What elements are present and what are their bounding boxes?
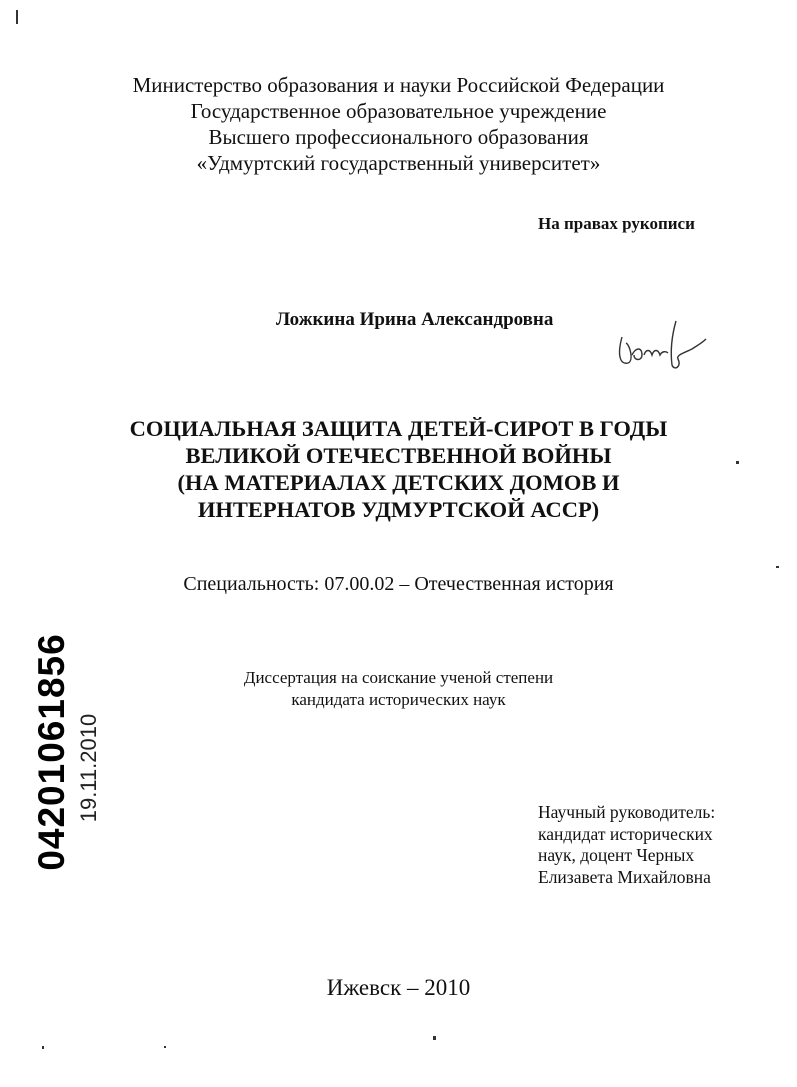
scan-speck (433, 1036, 436, 1040)
header-line: Высшего профессионального образования (208, 125, 589, 149)
header-line: «Удмуртский государственный университет» (196, 151, 601, 175)
scan-speck (16, 10, 18, 24)
header-line: Государственное образовательное учреждение (190, 99, 607, 123)
specialty: Специальность: 07.00.02 – Отечественная история (183, 573, 614, 595)
title-line: ВЕЛИКОЙ ОТЕЧЕСТВЕННОЙ ВОЙНЫ (185, 443, 612, 468)
scientific-advisor (538, 802, 715, 888)
header-line: Министерство образования и науки Российской Федерации (132, 73, 665, 97)
title-line: ИНТЕРНАТОВ УДМУРТСКОЙ АССР) (197, 497, 600, 522)
ministry-header (0, 72, 797, 176)
scan-speck (42, 1046, 44, 1049)
scan-speck (776, 566, 779, 568)
stamp-date: 19.11.2010 (76, 713, 101, 823)
advisor-line: кандидат исторических (538, 823, 713, 844)
degree-statement (0, 667, 797, 711)
rights-note: На правах рукописи (538, 214, 695, 233)
signature-icon (612, 315, 712, 371)
advisor-line: наук, доцент Черных (538, 845, 695, 865)
city-year: Ижевск – 2010 (326, 975, 471, 1000)
degree-line: Диссертация на соискание ученой степени (243, 668, 554, 687)
author-name: Ложкина Ирина Александровна (276, 309, 554, 330)
title-line: (НА МАТЕРИАЛАХ ДЕТСКИХ ДОМОВ И (177, 470, 620, 495)
degree-line: кандидата исторических наук (291, 690, 506, 709)
stamp-number: 04201061856 (31, 633, 72, 871)
dissertation-title (0, 415, 797, 523)
advisor-line: Научный руководитель: (538, 802, 716, 822)
advisor-line: Елизавета Михайловна (538, 866, 711, 887)
title-line: СОЦИАЛЬНАЯ ЗАЩИТА ДЕТЕЙ-СИРОТ В ГОДЫ (129, 416, 668, 441)
scan-speck (164, 1046, 166, 1048)
